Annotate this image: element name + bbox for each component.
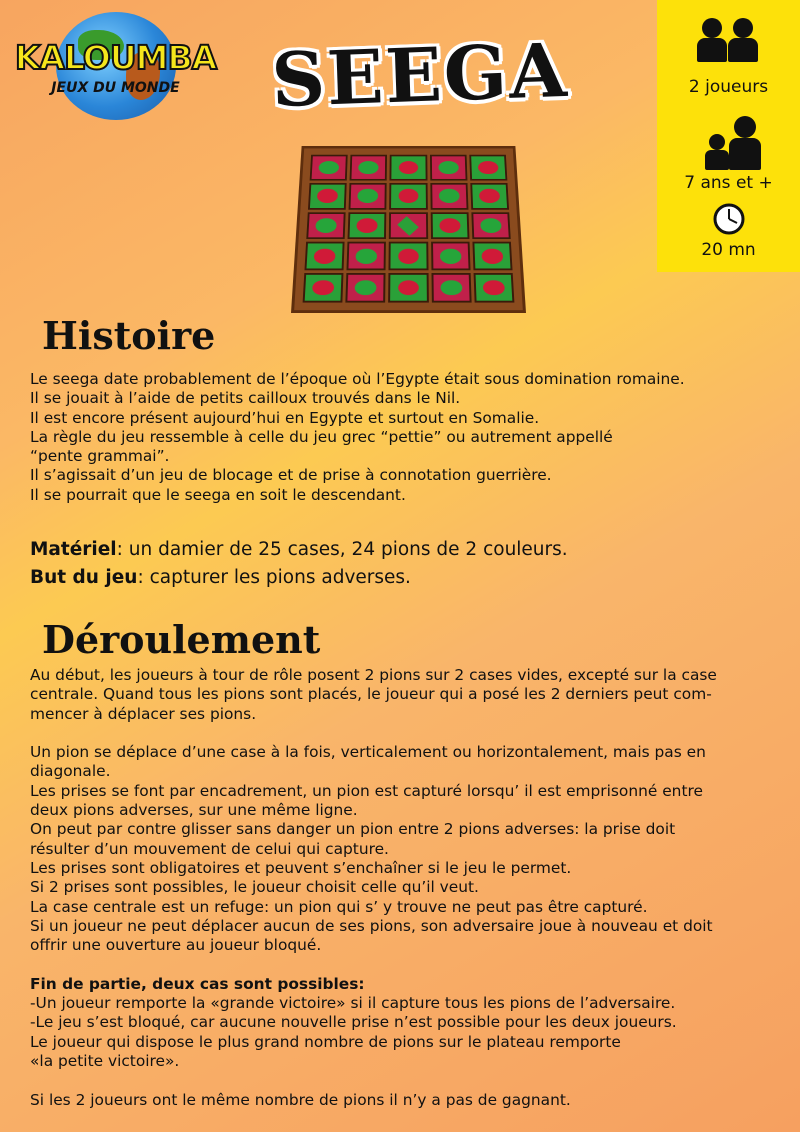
text-line: diagonale. bbox=[30, 762, 111, 781]
but-label: But du jeu bbox=[30, 567, 138, 588]
text-line: centrale. Quand tous les pions sont placés, le joueur qui a posé les 2 derniers peut com- bbox=[30, 685, 712, 704]
board-cell bbox=[346, 273, 386, 302]
board-center-cell bbox=[389, 212, 428, 239]
text-line: Si un joueur ne peut déplacer aucun de ses pions, son adversaire joue à nouveau et doit bbox=[30, 916, 713, 935]
text-line: mencer à déplacer ses pions. bbox=[30, 704, 257, 723]
board-cell bbox=[430, 183, 468, 210]
logo-subtitle: JEUX DU MONDE bbox=[51, 80, 180, 96]
board-cell bbox=[389, 242, 428, 270]
text-line: «la petite victoire». bbox=[30, 1051, 180, 1070]
text-line: Les prises sont obligatoires et peuvent s’enchaîner si le jeu le permet. bbox=[30, 858, 572, 877]
text-line: deux pions adverses, sur une même ligne. bbox=[30, 801, 358, 820]
text-line: Un pion se déplace d’une case à la fois, verticalement ou horizontalement, mais pas en bbox=[30, 743, 706, 762]
board-cell bbox=[431, 273, 471, 302]
board-cell bbox=[349, 183, 387, 210]
two-players-icon bbox=[657, 18, 800, 62]
seega-board-photo bbox=[291, 146, 526, 313]
text-line: Il se pourrait que le seega en soit le descendant. bbox=[30, 485, 406, 504]
blank-line bbox=[30, 724, 770, 743]
text-line: Le joueur qui dispose le plus grand nombre de pions sur le plateau remporte bbox=[30, 1032, 621, 1051]
text-line: Il s’agissait d’un jeu de blocage et de prise à connotation guerrière. bbox=[30, 466, 552, 485]
fin-de-partie-heading: Fin de partie, deux cas sont possibles: bbox=[30, 974, 365, 993]
text-line: Si 2 prises sont possibles, le joueur choisit celle qu’il veut. bbox=[30, 878, 479, 897]
board-cell bbox=[390, 155, 427, 181]
kaloumba-logo bbox=[8, 10, 223, 120]
but-text: : capturer les pions adverses. bbox=[137, 567, 411, 588]
board-cell bbox=[350, 155, 388, 181]
board-cell bbox=[306, 212, 346, 239]
materiel-text: : un damier de 25 cases, 24 pions de 2 couleurs. bbox=[116, 539, 568, 560]
text-line: On peut par contre glisser sans danger un pion entre 2 pions adverses: la prise doit bbox=[30, 820, 676, 839]
section-heading-deroulement: Déroulement bbox=[42, 617, 321, 662]
board-cell bbox=[303, 273, 344, 302]
logo-brand-text: KALOUMBA bbox=[14, 38, 217, 77]
deroulement-text bbox=[30, 666, 770, 1110]
text-line: -Le jeu s’est bloqué, car aucune nouvelle prise n’est possible pour les deux joueurs. bbox=[30, 1013, 677, 1032]
board-cell bbox=[348, 212, 387, 239]
text-line: résulter d’un mouvement de celui qui capture. bbox=[30, 839, 389, 858]
blank-line bbox=[30, 1071, 770, 1090]
histoire-text bbox=[30, 370, 770, 505]
page-title: SEEGA bbox=[270, 27, 570, 125]
text-line: “pente grammai”. bbox=[30, 447, 170, 466]
materiel-label: Matériel bbox=[30, 539, 117, 560]
clock-icon bbox=[657, 203, 800, 235]
text-line: Le seega date probablement de l’époque où l’Egypte était sous domination romaine. bbox=[30, 370, 685, 388]
board-cell bbox=[308, 183, 347, 210]
text-line: Les prises se font par encadrement, un pion est capturé lorsqu’ il est emprisonné entre bbox=[30, 781, 703, 800]
board-cell bbox=[310, 155, 348, 181]
text-line: Il se jouait à l’aide de petits cailloux trouvés dans le Nil. bbox=[30, 389, 461, 408]
but-line bbox=[30, 565, 411, 591]
board-cell bbox=[471, 212, 511, 239]
text-line: Si les 2 joueurs ont le même nombre de pions il n’y a pas de gagnant. bbox=[30, 1090, 571, 1109]
materiel-line bbox=[30, 537, 568, 563]
board-cell bbox=[469, 155, 507, 181]
board-cell bbox=[304, 242, 344, 270]
game-duration: 20 mn bbox=[701, 240, 756, 260]
board-cell bbox=[472, 242, 512, 270]
board-cell bbox=[431, 242, 471, 270]
text-line: Au début, les joueurs à tour de rôle posent 2 pions sur 2 cases vides, excepté sur la case bbox=[30, 666, 717, 684]
board-cell bbox=[470, 183, 509, 210]
text-line: La case centrale est un refuge: un pion qui s’ y trouve ne peut pas être capturé. bbox=[30, 897, 648, 916]
board-grid bbox=[303, 155, 515, 303]
players-count: 2 joueurs bbox=[688, 77, 769, 97]
text-line: La règle du jeu ressemble à celle du jeu grec “pettie” ou autrement appellé bbox=[30, 427, 613, 446]
board-cell bbox=[430, 155, 468, 181]
blank-line bbox=[30, 955, 770, 974]
board-cell bbox=[430, 212, 469, 239]
board-cell bbox=[473, 273, 514, 302]
section-heading-histoire: Histoire bbox=[42, 313, 216, 358]
text-line: offrir une ouverture au joueur bloqué. bbox=[30, 936, 322, 955]
text-line: -Un joueur remporte la «grande victoire» si il capture tous les pions de l’adversaire. bbox=[30, 994, 676, 1013]
board-cell bbox=[347, 242, 387, 270]
adult-child-icon bbox=[657, 116, 800, 170]
game-info-panel bbox=[657, 0, 800, 272]
age-range: 7 ans et + bbox=[684, 173, 773, 193]
board-cell bbox=[390, 183, 428, 210]
text-line: Il est encore présent aujourd’hui en Egypte et surtout en Somalie. bbox=[30, 408, 540, 427]
board-cell bbox=[389, 273, 429, 302]
